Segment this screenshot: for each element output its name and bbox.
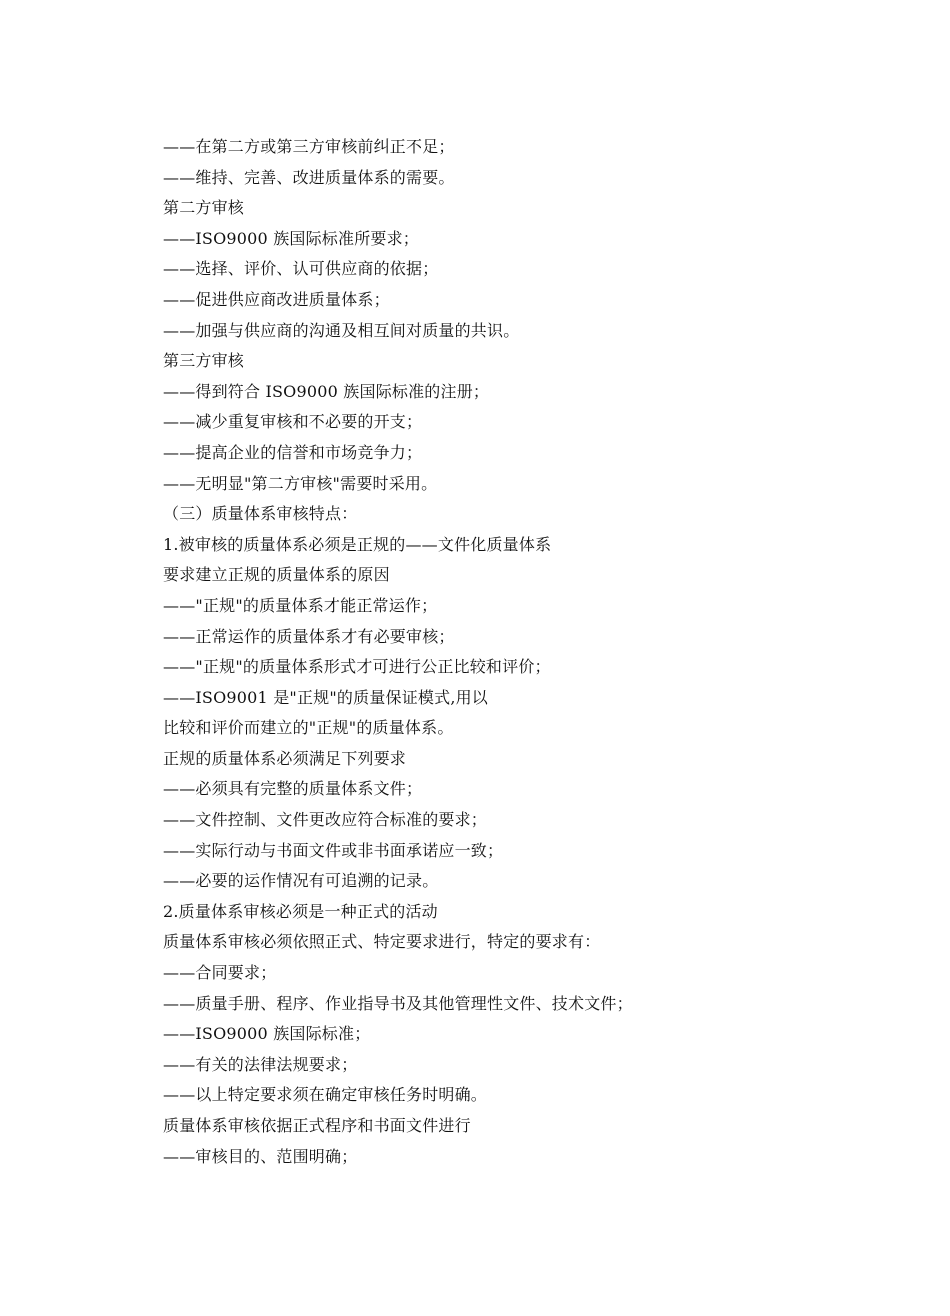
text-line: ——得到符合 ISO9000 族国际标准的注册；	[163, 381, 490, 401]
text-line: ——审核目的、范围明确；	[163, 1146, 358, 1166]
text-line: ——质量手册、程序、作业指导书及其他管理性文件、技术文件；	[163, 993, 633, 1013]
text-line: ——文件控制、文件更改应符合标准的要求；	[163, 810, 488, 830]
section-heading: （三）质量体系审核特点：	[163, 504, 358, 524]
text-line: ——减少重复审核和不必要的开支；	[163, 412, 423, 432]
numbered-heading: 1.被审核的质量体系必须是正规的——文件化质量体系	[163, 534, 552, 554]
text-line: 质量体系审核必须依照正式、特定要求进行，特定的要求有：	[163, 932, 601, 952]
text-line: ——促进供应商改进质量体系；	[163, 289, 390, 309]
text-line: ——选择、评价、认可供应商的依据；	[163, 259, 439, 279]
text-line: ——以上特定要求须在确定审核任务时明确。	[163, 1085, 488, 1105]
text-line: ——正常运作的质量体系才有必要审核；	[163, 626, 455, 646]
text-line: ——维持、完善、改进质量体系的需要。	[163, 167, 455, 187]
text-line: ——必要的运作情况有可追溯的记录。	[163, 871, 439, 891]
text-line: ——必须具有完整的质量体系文件；	[163, 779, 423, 799]
section-heading: 第三方审核	[163, 351, 245, 371]
text-line: ——ISO9000 族国际标准；	[163, 1024, 371, 1044]
text-line: ——ISO9001 是"正规"的质量保证模式,用以	[163, 687, 489, 707]
text-line: ——有关的法律法规要求；	[163, 1054, 358, 1074]
text-line: ——实际行动与书面文件或非书面承诺应一致；	[163, 840, 504, 860]
text-line: 比较和评价而建立的"正规"的质量体系。	[163, 718, 454, 738]
text-line: ——在第二方或第三方审核前纠正不足；	[163, 137, 455, 156]
text-line: ——加强与供应商的沟通及相互间对质量的共识。	[163, 320, 520, 340]
numbered-heading: 2.质量体系审核必须是一种正式的活动	[163, 901, 438, 921]
text-line: ——提高企业的信誉和市场竞争力；	[163, 442, 423, 462]
text-line: 正规的质量体系必须满足下列要求	[163, 748, 407, 768]
text-line: ——合同要求；	[163, 963, 277, 983]
text-line: 要求建立正规的质量体系的原因	[163, 565, 390, 585]
text-line: 质量体系审核依据正式程序和书面文件进行	[163, 1116, 471, 1135]
section-heading: 第二方审核	[163, 198, 245, 218]
text-line: ——"正规"的质量体系形式才可进行公正比较和评价；	[163, 657, 551, 677]
document-body	[163, 132, 883, 1172]
text-line: ——ISO9000 族国际标准所要求；	[163, 228, 420, 248]
text-line: ——"正规"的质量体系才能正常运作；	[163, 595, 438, 615]
text-line: ——无明显"第二方审核"需要时采用。	[163, 473, 438, 493]
